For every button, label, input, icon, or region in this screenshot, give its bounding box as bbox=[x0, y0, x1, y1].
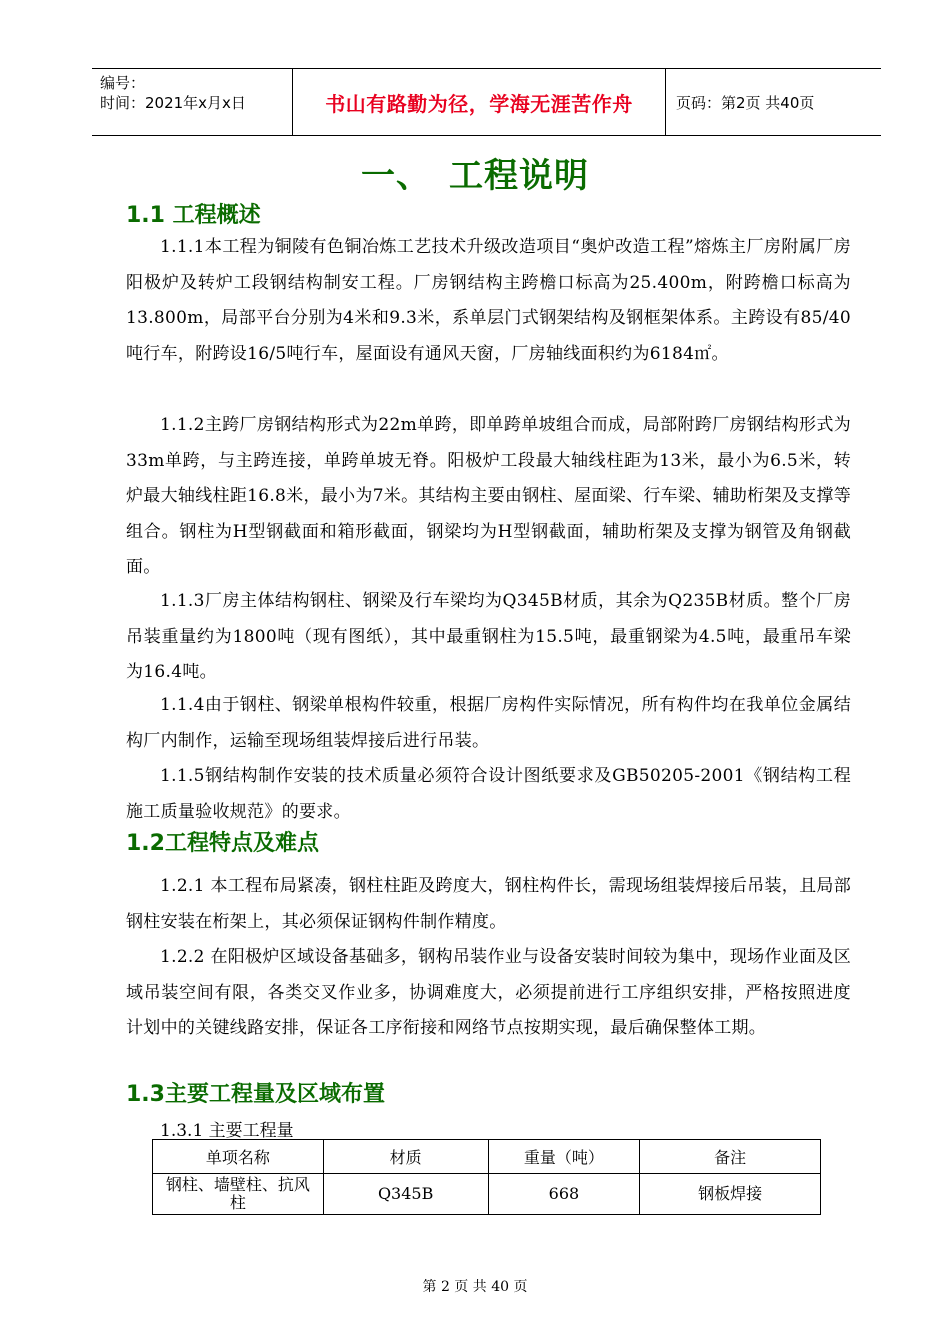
paragraph-1-1-5: 1.1.5钢结构制作安装的技术质量必须符合设计图纸要求及GB50205-2001《钢结构工程施工质量验收规范》的要求。 bbox=[126, 766, 851, 822]
table-header-row bbox=[153, 1140, 821, 1174]
table-header-cell: 重量（吨） bbox=[488, 1140, 640, 1174]
paragraph-1-1-2: 1.1.2主跨厂房钢结构形式为22m单跨，即单跨单坡组合而成，局部附跨厂房钢结构形式为33m单跨，与主跨连接，单跨单坡无脊。阳极炉工段最大轴线柱距为13米，最小为6.5米，转炉最大轴线柱距16.8米，最小为7米。其结构主要由钢柱、屋面梁、行车梁、辅助桁架及支撑等组合。钢柱为H型钢截面和箱形截面，钢梁均为H型钢截面，辅助桁架及支撑为钢管及角钢截面。 bbox=[126, 415, 851, 577]
subsection-1-3-1: 1.3.1 主要工程量 bbox=[160, 1121, 294, 1141]
header-page-info: 页码：第2页 共40页 bbox=[676, 93, 815, 112]
section-title-1-1: 1.1 工程概述 bbox=[126, 203, 261, 228]
paragraph-1-1-4: 1.1.4由于钢柱、钢梁单根构件较重，根据厂房构件实际情况，所有构件均在我单位金属结构厂内制作，运输至现场组装焊接后进行吊装。 bbox=[126, 695, 851, 751]
paragraph-1-1-3: 1.1.3厂房主体结构钢柱、钢梁及行车梁均为Q345B材质，其余为Q235B材质。整个厂房吊装重量约为1800吨（现有图纸），其中最重钢柱为15.5吨，最重钢梁为4.5吨，最重吊车梁为16.4吨。 bbox=[126, 591, 851, 682]
section-title-1-3: 1.3主要工程量及区域布置 bbox=[126, 1082, 385, 1107]
code-label: 编号： bbox=[100, 74, 146, 92]
table-cell: 668 bbox=[488, 1174, 640, 1215]
table-cell: 钢板焊接 bbox=[640, 1174, 821, 1215]
table-header-cell: 材质 bbox=[323, 1140, 488, 1174]
time-label: 时间：2021年x月x日 bbox=[100, 94, 246, 112]
table-header-cell: 单项名称 bbox=[153, 1140, 324, 1174]
paragraph-1-2-2: 1.2.2 在阳极炉区域设备基础多，钢构吊装作业与设备安装时间较为集中，现场作业面及区域吊装空间有限，各类交叉作业多，协调难度大，必须提前进行工序组织安排，严格按照进度计划中的关键线路安排，保证各工序衔接和网络节点按期实现，最后确保整体工期。 bbox=[126, 947, 851, 1038]
document-title: 一、 工程说明 bbox=[361, 156, 589, 196]
page-footer: 第 2 页 共 40 页 bbox=[422, 1279, 528, 1295]
header-meta bbox=[92, 69, 293, 135]
page-header bbox=[92, 68, 881, 136]
paragraph-1-2-1: 1.2.1 本工程布局紧凑，钢柱柱距及跨度大，钢柱构件长，需现场组装焊接后吊装，且局部钢柱安装在桁架上，其必须保证钢构件制作精度。 bbox=[126, 876, 851, 932]
section-title-1-2: 1.2工程特点及难点 bbox=[126, 831, 319, 856]
table-header-cell: 备注 bbox=[640, 1140, 821, 1174]
table-row bbox=[153, 1174, 821, 1215]
quantity-table bbox=[152, 1139, 821, 1215]
header-motto: 书山有路勤为径，学海无涯苦作舟 bbox=[293, 69, 666, 135]
paragraph-1-1-1: 1.1.1本工程为铜陵有色铜冶炼工艺技术升级改造项目“奥炉改造工程”熔炼主厂房附属厂房阳极炉及转炉工段钢结构制安工程。厂房钢结构主跨檐口标高为25.400m，附跨檐口标高为13.800m，局部平台分别为4米和9.3米，系单层门式钢架结构及钢框架体系。主跨设有85/40吨行车，附跨设16/5吨行车，屋面设有通风天窗，厂房轴线面积约为6184㎡。 bbox=[126, 237, 851, 364]
table-cell: 钢柱、墙壁柱、抗风柱 bbox=[153, 1174, 324, 1215]
table-cell: Q345B bbox=[323, 1174, 488, 1215]
